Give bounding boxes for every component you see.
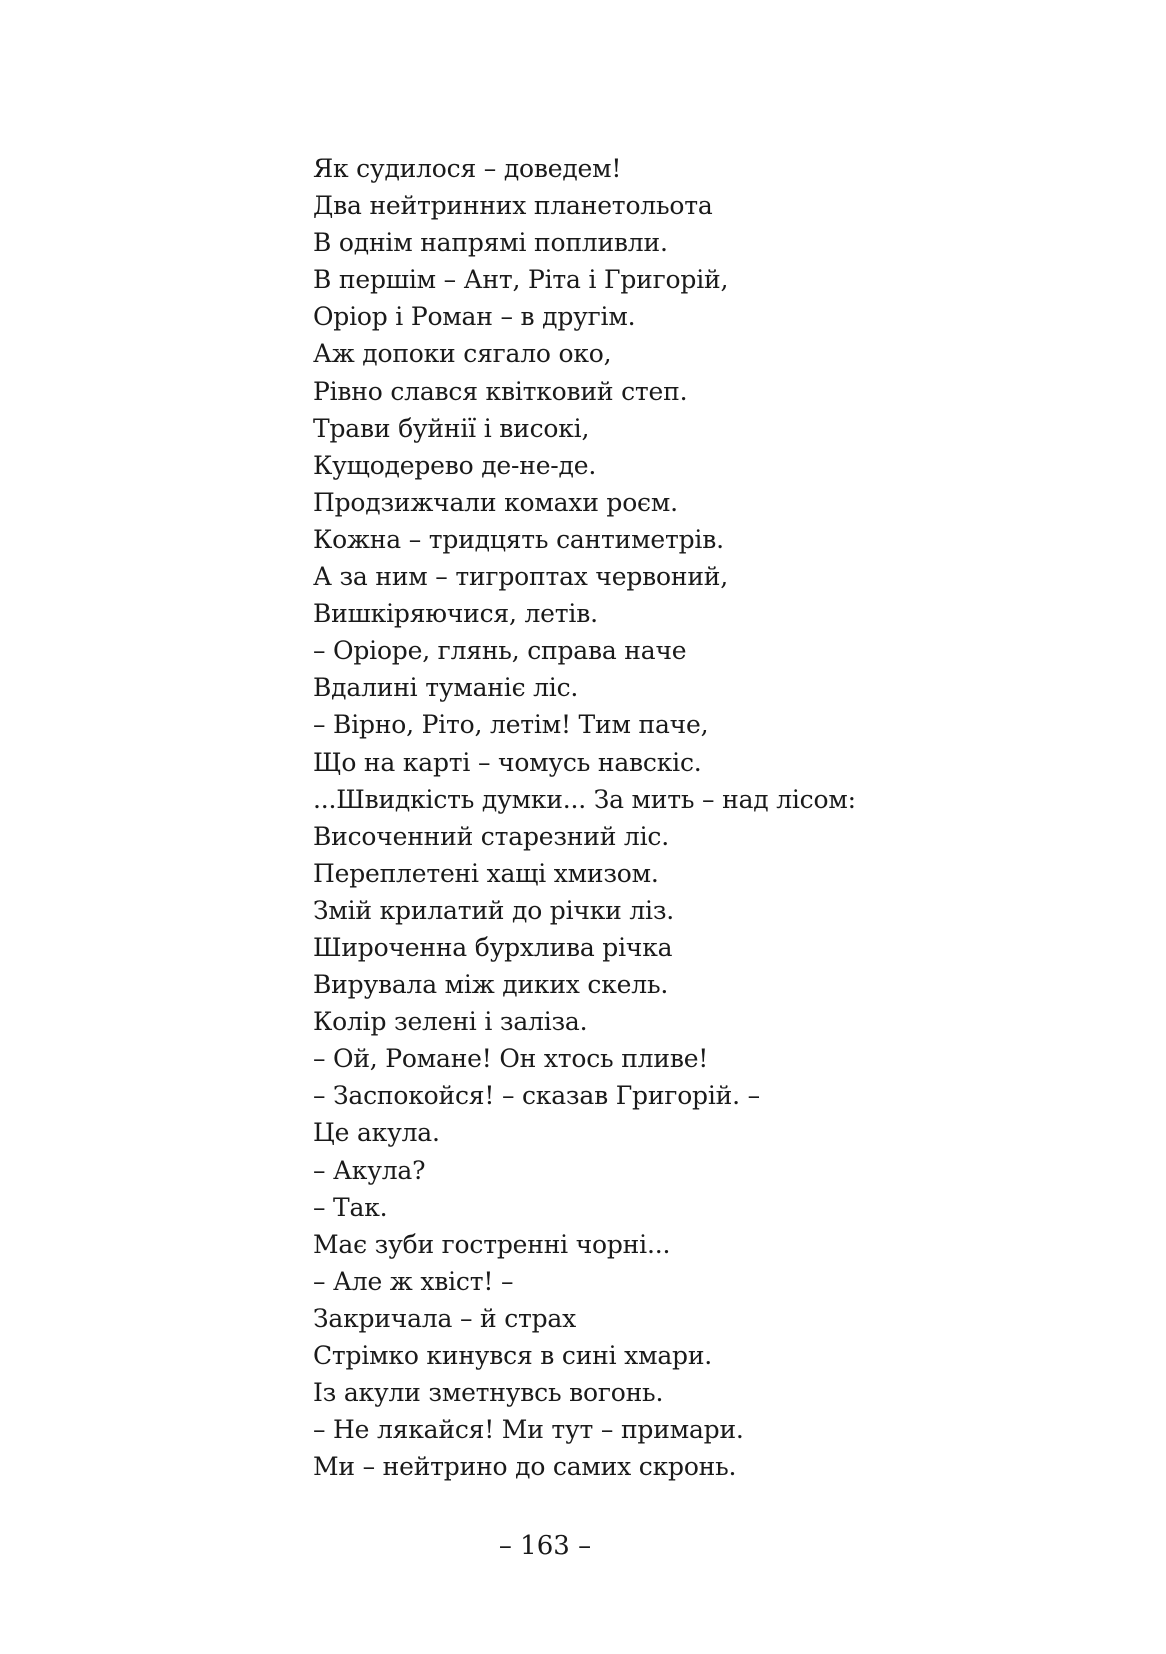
poem-line: ...Швидкість думки... За мить – над лісом: xyxy=(313,784,856,814)
poem-line: Змій крилатий до річки ліз. xyxy=(313,895,675,925)
poem-text xyxy=(313,150,856,1485)
poem-line: Оріор і Роман – в другім. xyxy=(313,302,636,332)
poem-line: – Так. xyxy=(313,1192,388,1222)
poem-line: Ми – нейтрино до самих скронь. xyxy=(313,1452,737,1482)
poem-line: Має зуби гостренні чорні... xyxy=(313,1229,671,1259)
poem-line: Колір зелені і заліза. xyxy=(313,1007,588,1037)
poem-line: А за ним – тигроптах червоний, xyxy=(313,562,729,592)
poem-line: Закричала – й страх xyxy=(313,1303,577,1333)
poem-line: – Заспокойся! – сказав Григорій. – xyxy=(313,1081,760,1111)
poem-line: Вирувала між диких скель. xyxy=(313,970,669,1000)
poem-line: Кожна – тридцять сантиметрів. xyxy=(313,524,724,554)
poem-line: Із акули зметнувсь вогонь. xyxy=(313,1378,664,1408)
poem-line: Вишкіряючися, летів. xyxy=(313,599,598,629)
page-number: – 163 – xyxy=(498,1531,592,1561)
poem-line: – Акула? xyxy=(313,1155,426,1185)
poem-line: Це акула. xyxy=(313,1118,440,1148)
poem-line: – Вірно, Ріто, летім! Тим паче, xyxy=(313,710,709,740)
poem-line: В першім – Ант, Ріта і Григорій, xyxy=(313,265,729,295)
poem-line: – Але ж хвіст! – xyxy=(313,1266,514,1296)
poem-line: – Не лякайся! Ми тут – примари. xyxy=(313,1415,744,1445)
poem-line: Височенний старезний ліс. xyxy=(313,821,669,851)
poem-line: Аж допоки сягало око, xyxy=(313,339,612,369)
poem-line: – Ой, Романе! Он хтось пливе! xyxy=(313,1044,709,1074)
poem-line: Трави буйнії і високі, xyxy=(313,413,590,443)
poem-line: Стрімко кинувся в сині хмари. xyxy=(313,1341,713,1370)
poem-line: В однім напрямі попливли. xyxy=(313,228,668,258)
poem-line: Як судилося – доведем! xyxy=(313,154,622,183)
poem-line: Вдалині туманіє ліс. xyxy=(313,673,579,703)
poem-line: Рівно слався квітковий степ. xyxy=(313,376,688,406)
poem-line: Продзижчали комахи роєм. xyxy=(313,487,678,517)
poem-line: Два нейтринних планетольота xyxy=(313,191,713,221)
poem-line: Широченна бурхлива річка xyxy=(313,932,673,962)
poem-line: – Оріоре, глянь, справа наче xyxy=(313,636,687,666)
poem-line: Кущодерево де-не-де. xyxy=(313,450,597,480)
poem-line: Переплетені хащі хмизом. xyxy=(313,858,659,888)
poem-line: Що на карті – чомусь навскіс. xyxy=(313,747,702,777)
